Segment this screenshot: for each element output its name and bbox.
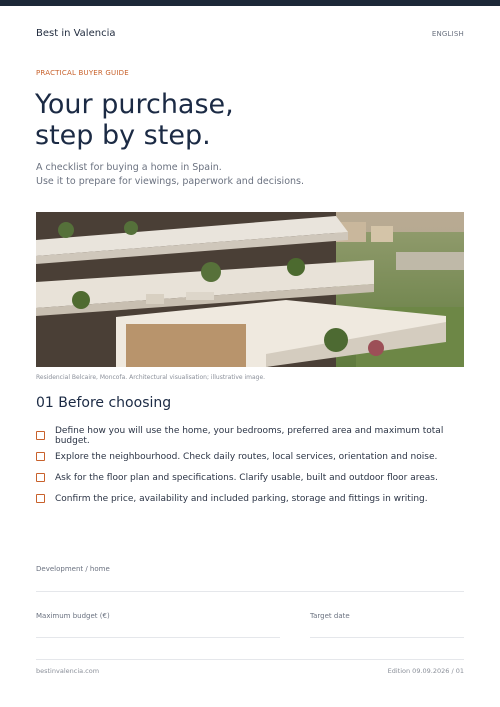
development-field[interactable]: [36, 591, 464, 592]
checklist-item: [36, 446, 476, 467]
page-title-line-1: Your purchase,: [35, 89, 234, 120]
checklist-item-text: Ask for the floor plan and specifications. Clarify usable, built and outdoor floor areas.: [55, 472, 438, 483]
language-selector[interactable]: ENGLISH: [431, 30, 464, 38]
intro-line-1: A checklist for buying a home in Spain.: [36, 162, 222, 173]
page-title-line-2: step by step.: [35, 120, 211, 151]
checkbox[interactable]: [36, 431, 45, 440]
checklist-item-text: Define how you will use the home, your bedrooms, preferred area and maximum total budget.: [55, 425, 444, 446]
page-title: [35, 89, 475, 151]
budget-field[interactable]: [36, 637, 280, 638]
section-title: 01 Before choosing: [36, 395, 172, 411]
date-field-label: Target date: [310, 612, 350, 620]
eyebrow-label: PRACTICAL BUYER GUIDE: [36, 69, 129, 77]
checklist: [36, 425, 476, 509]
intro-text: [36, 161, 304, 189]
budget-field-label: Maximum budget (€): [36, 612, 110, 620]
brand-name: Best in Valencia: [36, 28, 116, 39]
building-photo: [36, 212, 464, 367]
footer-edition: Edition 09.09.2026 / 01: [387, 667, 464, 675]
footer-website[interactable]: bestinvalencia.com: [36, 667, 100, 675]
intro-line-2: Use it to prepare for viewings, paperwork and decisions.: [36, 176, 304, 187]
checkbox[interactable]: [36, 452, 45, 461]
date-field[interactable]: [310, 637, 464, 638]
development-field-label: Development / home: [36, 565, 110, 573]
checkbox[interactable]: [36, 473, 45, 482]
footer-divider: [36, 659, 464, 660]
top-accent-bar: [0, 0, 500, 6]
checklist-item-text: Confirm the price, availability and included parking, storage and fittings in writing.: [55, 493, 428, 504]
checkbox[interactable]: [36, 494, 45, 503]
photo-caption: Residencial Belcaire, Moncofa. Architectural visualisation; illustrative image.: [36, 374, 266, 381]
checklist-item: [36, 488, 476, 509]
checklist-item: [36, 425, 476, 446]
checklist-item: [36, 467, 476, 488]
checklist-item-text: Explore the neighbourhood. Check daily routes, local services, orientation and noise.: [55, 451, 438, 462]
